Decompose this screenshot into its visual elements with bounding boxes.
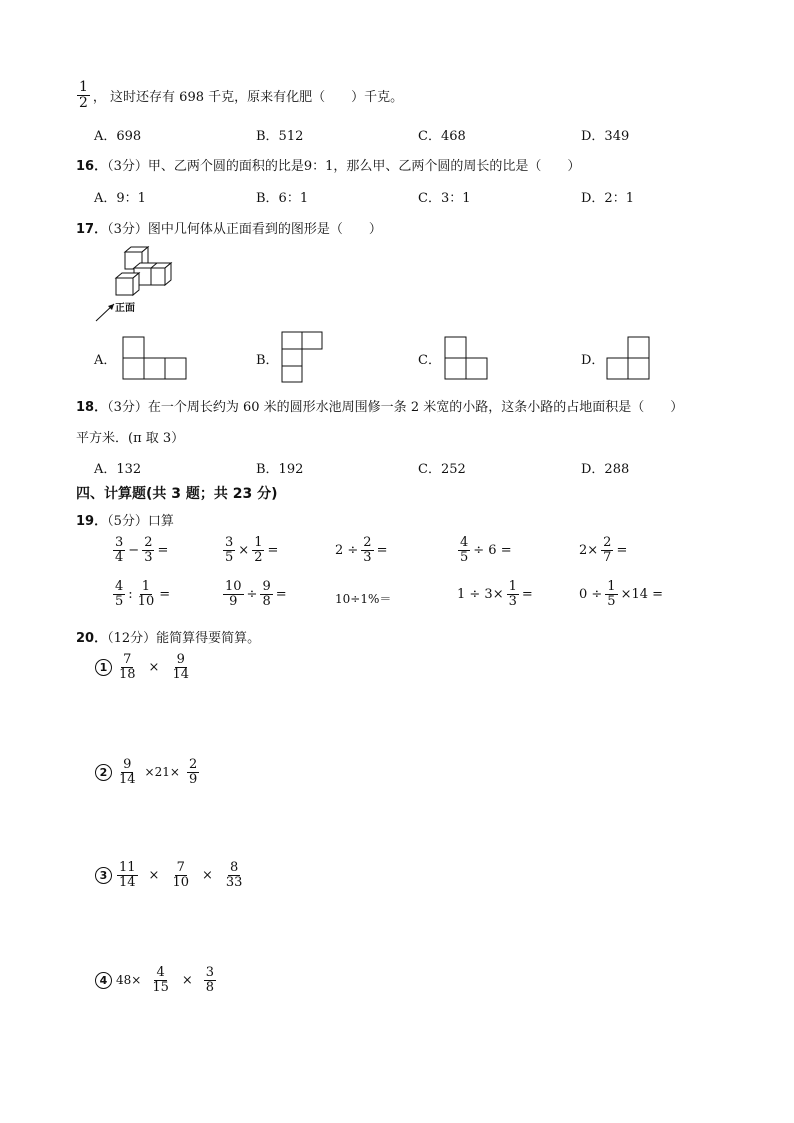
circled-number-1: 1 <box>95 659 112 676</box>
q17-text: 图中几何体从正面看到的图形是（ ） <box>147 222 382 237</box>
q17-option-b-shape <box>281 331 326 383</box>
q17-cube-figure <box>92 244 187 326</box>
section-title: 四、计算题(共 3 题；共 23 分) <box>76 486 278 502</box>
q17-option-c: C． <box>418 353 441 368</box>
q16-option-c: C．3：1 <box>418 191 471 206</box>
q18-line <box>76 396 683 415</box>
q19-expr-7: $\frac{10}{9}$ ÷ $\frac{9}{8}$ = <box>225 579 287 609</box>
q19-expr-6: $\frac{4}{5}$ : $\frac{1}{10}$ = <box>115 579 171 609</box>
q19-expr-2: $\frac{3}{5}$ × $\frac{1}{2}$ = <box>225 535 279 565</box>
circled-number-2: 2 <box>95 764 112 781</box>
q16-option-d: D．2：1 <box>581 191 634 206</box>
q16-text: 甲、乙两个圆的面积的比是9：1，那么甲、乙两个圆的周长的比是（ ） <box>147 159 581 174</box>
q18-option-c: C．252 <box>418 462 466 477</box>
q18-text: 在一个周长约为 60 米的圆形水池周围修一条 2 米宽的小路，这条小路的占地面积是（ ） <box>147 400 684 415</box>
q19-expr-5: 2× $\frac{2}{7}$ = <box>579 535 628 565</box>
q16-option-a: A．9：1 <box>94 191 146 206</box>
q17-option-a-shape <box>122 336 188 380</box>
q17-score: （3分） <box>107 222 148 237</box>
q19-number: 19． <box>76 514 108 529</box>
q17-option-b: B． <box>256 353 279 368</box>
q17-option-a: A． <box>94 353 117 368</box>
q19-line <box>76 510 174 529</box>
q16-line <box>76 155 580 174</box>
q15-option-a: A．698 <box>94 129 142 144</box>
q17-front-label: 正面 <box>115 303 135 314</box>
q19-score: （5分） <box>107 514 148 529</box>
q15-option-b: B．512 <box>256 129 304 144</box>
q17-option-d: D． <box>581 353 605 368</box>
q18-score: （3分） <box>107 400 148 415</box>
q20-score: （12分） <box>107 631 157 646</box>
q19-expr-9: 1 ÷ 3× $\frac{1}{3}$ = <box>457 579 533 609</box>
q15-fraction: $\frac{1}{2}$ <box>79 79 88 111</box>
q20-text: 能简算得要简算。 <box>156 631 261 646</box>
q20-number: 20． <box>76 631 108 646</box>
q16-option-b: B．6：1 <box>256 191 309 206</box>
q19-expr-3: 2 ÷ $\frac{2}{3}$ = <box>335 535 388 565</box>
q18-option-a: A．132 <box>94 462 142 477</box>
q20-problem-3: 3 $\frac{11}{14}$ × $\frac{7}{10}$ × $\frac{8}{33}$ <box>95 861 245 889</box>
circled-number-3: 3 <box>95 867 112 884</box>
q15-text: ， 这时还存有 698 千克，原来有化肥（ ）千克。 <box>92 89 404 105</box>
q17-option-d-shape <box>606 336 652 380</box>
q18-text-line2: 平方米．(π 取 3） <box>76 431 185 446</box>
q16-number: 16． <box>76 159 108 174</box>
q20-problem-2: 2 $\frac{9}{14}$ ×21× $\frac{2}{9}$ <box>95 758 200 786</box>
q15-line <box>76 80 403 110</box>
q18-option-d: D．288 <box>581 462 630 477</box>
q17-line <box>76 218 382 237</box>
q18-number: 18． <box>76 400 108 415</box>
q17-number: 17． <box>76 222 108 237</box>
q20-problem-1: 1 $\frac{7}{18}$ × $\frac{9}{14}$ <box>95 653 192 681</box>
q19-expr-1: $\frac{3}{4}$ − $\frac{2}{3}$ = <box>115 535 169 565</box>
q20-problem-4: 4 48× $\frac{4}{15}$ × $\frac{3}{8}$ <box>95 966 217 994</box>
q19-expr-10: 0 ÷ $\frac{1}{5}$ ×14 = <box>579 579 664 609</box>
q20-line <box>76 627 260 646</box>
q19-expr-4: $\frac{4}{5}$ ÷ 6 = <box>460 535 512 565</box>
q17-option-c-shape <box>444 336 490 380</box>
q19-expr-8: 10÷1%＝ <box>335 592 392 606</box>
q19-text: 口算 <box>147 514 174 529</box>
q15-option-c: C．468 <box>418 129 466 144</box>
q16-score: （3分） <box>107 159 148 174</box>
q18-option-b: B．192 <box>256 462 304 477</box>
q15-option-d: D．349 <box>581 129 630 144</box>
circled-number-4: 4 <box>95 972 112 989</box>
